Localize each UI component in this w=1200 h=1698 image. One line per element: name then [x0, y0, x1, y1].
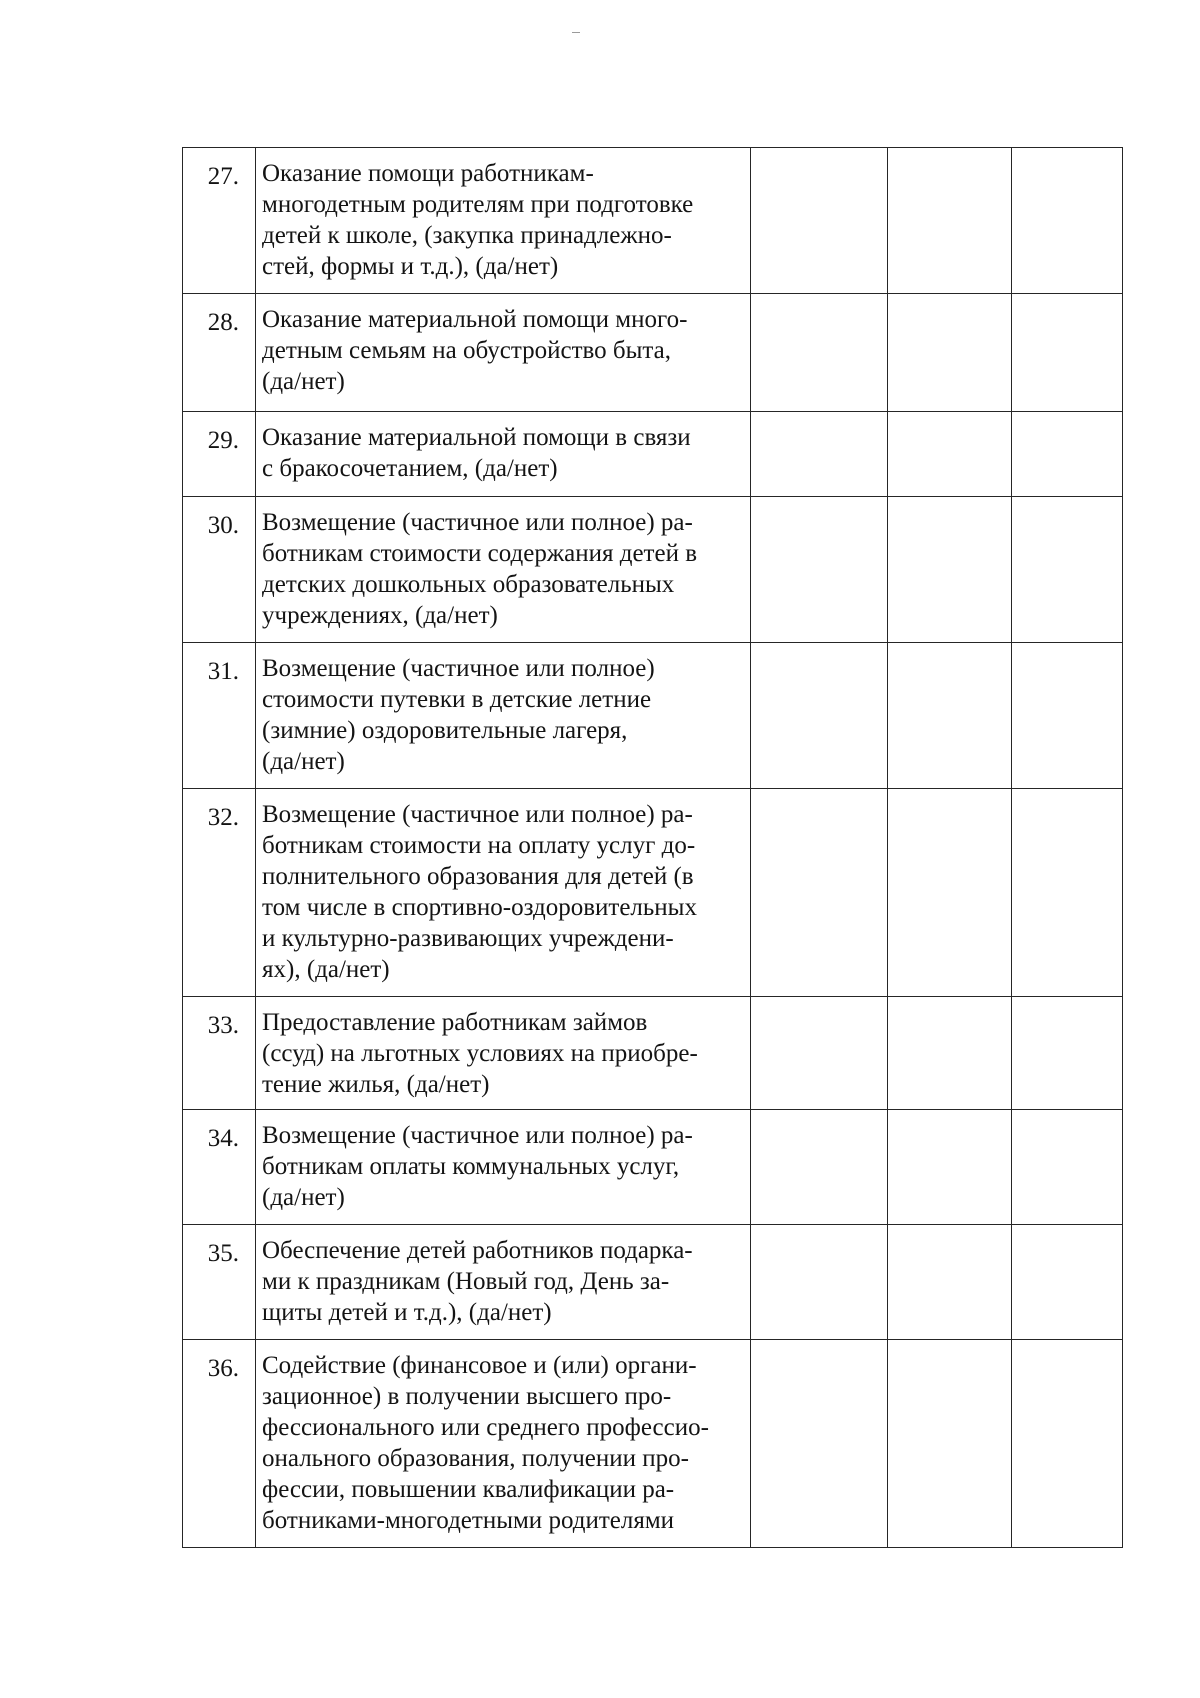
answer-cell[interactable]	[888, 789, 1012, 997]
description-line: Оказание помощи работникам-	[262, 160, 594, 187]
answer-cell[interactable]	[751, 497, 888, 643]
answer-cell[interactable]	[888, 1110, 1012, 1225]
description-line: (да/нет)	[262, 368, 345, 395]
description-line: тение жилья, (да/нет)	[262, 1071, 490, 1098]
answer-cell[interactable]	[1012, 643, 1123, 789]
answer-cell[interactable]	[1012, 497, 1123, 643]
description-line: детей к школе, (закупка принадлежно-	[262, 222, 672, 249]
answer-cell[interactable]	[751, 1340, 888, 1548]
description-line: ми к праздникам (Новый год, День за-	[262, 1268, 670, 1295]
table-row	[183, 1225, 1123, 1340]
answer-cell[interactable]	[751, 1110, 888, 1225]
answer-cell[interactable]	[1012, 1225, 1123, 1340]
answer-cell[interactable]	[1012, 1340, 1123, 1548]
description-line: щиты детей и т.д.), (да/нет)	[262, 1299, 552, 1326]
item-number: 36.	[183, 1340, 256, 1548]
answer-cell[interactable]	[751, 294, 888, 412]
answer-cell[interactable]	[751, 789, 888, 997]
description-line: Содействие (финансовое и (или) органи-	[262, 1352, 697, 1379]
description-line: Возмещение (частичное или полное) ра-	[262, 801, 693, 828]
answer-cell[interactable]	[1012, 1110, 1123, 1225]
answer-cell[interactable]	[888, 997, 1012, 1110]
description-line: ях), (да/нет)	[262, 956, 390, 983]
table-row	[183, 148, 1123, 294]
item-number: 35.	[183, 1225, 256, 1340]
item-number: 28.	[183, 294, 256, 412]
table-row	[183, 997, 1123, 1110]
table-row	[183, 1110, 1123, 1225]
item-description	[256, 148, 751, 294]
description-line: Обеспечение детей работников подарка-	[262, 1237, 693, 1264]
table-row	[183, 497, 1123, 643]
answer-cell[interactable]	[888, 1340, 1012, 1548]
answer-cell[interactable]	[888, 497, 1012, 643]
answer-cell[interactable]	[1012, 789, 1123, 997]
description-line: ботникам стоимости содержания детей в	[262, 540, 698, 567]
description-line: Предоставление работникам займов	[262, 1009, 648, 1036]
description-line: Возмещение (частичное или полное)	[262, 655, 655, 682]
answer-cell[interactable]	[888, 294, 1012, 412]
item-number: 30.	[183, 497, 256, 643]
description-line: детских дошкольных образовательных	[262, 571, 675, 598]
answer-cell[interactable]	[1012, 412, 1123, 497]
item-number: 29.	[183, 412, 256, 497]
item-description	[256, 1225, 751, 1340]
item-number: 27.	[183, 148, 256, 294]
description-line: с бракосочетанием, (да/нет)	[262, 455, 558, 482]
description-line: (ссуд) на льготных условиях на приобре-	[262, 1040, 698, 1067]
answer-cell[interactable]	[751, 148, 888, 294]
description-line: стоимости путевки в детские летние	[262, 686, 652, 713]
answer-cell[interactable]	[1012, 997, 1123, 1110]
answer-cell[interactable]	[888, 412, 1012, 497]
item-number: 31.	[183, 643, 256, 789]
description-line: фессионального или среднего профессио-	[262, 1414, 709, 1441]
answer-cell[interactable]	[1012, 148, 1123, 294]
description-line: (зимние) оздоровительные лагеря,	[262, 717, 628, 744]
item-number: 33.	[183, 997, 256, 1110]
table-row	[183, 294, 1123, 412]
page-edge-mark	[572, 32, 580, 33]
answer-cell[interactable]	[888, 148, 1012, 294]
description-line: Возмещение (частичное или полное) ра-	[262, 1122, 693, 1149]
answer-cell[interactable]	[1012, 294, 1123, 412]
description-line: онального образования, получении про-	[262, 1445, 689, 1472]
description-line: (да/нет)	[262, 1184, 345, 1211]
benefits-questionnaire-table	[182, 147, 1123, 1548]
item-description	[256, 643, 751, 789]
description-line: ботникам оплаты коммунальных услуг,	[262, 1153, 680, 1180]
answer-cell[interactable]	[751, 643, 888, 789]
item-description	[256, 412, 751, 497]
description-line: и культурно-развивающих учреждени-	[262, 925, 674, 952]
description-line: ботникам стоимости на оплату услуг до-	[262, 832, 696, 859]
table-row	[183, 412, 1123, 497]
answer-cell[interactable]	[751, 1225, 888, 1340]
description-line: учреждениях, (да/нет)	[262, 602, 498, 629]
description-line: Оказание материальной помощи много-	[262, 306, 688, 333]
description-line: том числе в спортивно-оздоровительных	[262, 894, 697, 921]
item-description	[256, 997, 751, 1110]
description-line: детным семьям на обустройство быта,	[262, 337, 671, 364]
table-row	[183, 789, 1123, 997]
table-body	[183, 148, 1123, 1548]
item-description	[256, 294, 751, 412]
description-line: (да/нет)	[262, 748, 345, 775]
description-line: зационное) в получении высшего про-	[262, 1383, 672, 1410]
description-line: полнительного образования для детей (в	[262, 863, 694, 890]
item-number: 34.	[183, 1110, 256, 1225]
table-row	[183, 643, 1123, 789]
description-line: многодетным родителям при подготовке	[262, 191, 694, 218]
answer-cell[interactable]	[888, 1225, 1012, 1340]
description-line: Оказание материальной помощи в связи	[262, 424, 691, 451]
description-line: ботниками-многодетными родителями	[262, 1507, 675, 1534]
item-description	[256, 497, 751, 643]
item-description	[256, 789, 751, 997]
answer-cell[interactable]	[751, 997, 888, 1110]
description-line: Возмещение (частичное или полное) ра-	[262, 509, 693, 536]
item-description	[256, 1340, 751, 1548]
description-line: стей, формы и т.д.), (да/нет)	[262, 253, 559, 280]
table-row	[183, 1340, 1123, 1548]
answer-cell[interactable]	[888, 643, 1012, 789]
answer-cell[interactable]	[751, 412, 888, 497]
item-number: 32.	[183, 789, 256, 997]
description-line: фессии, повышении квалификации ра-	[262, 1476, 675, 1503]
item-description	[256, 1110, 751, 1225]
